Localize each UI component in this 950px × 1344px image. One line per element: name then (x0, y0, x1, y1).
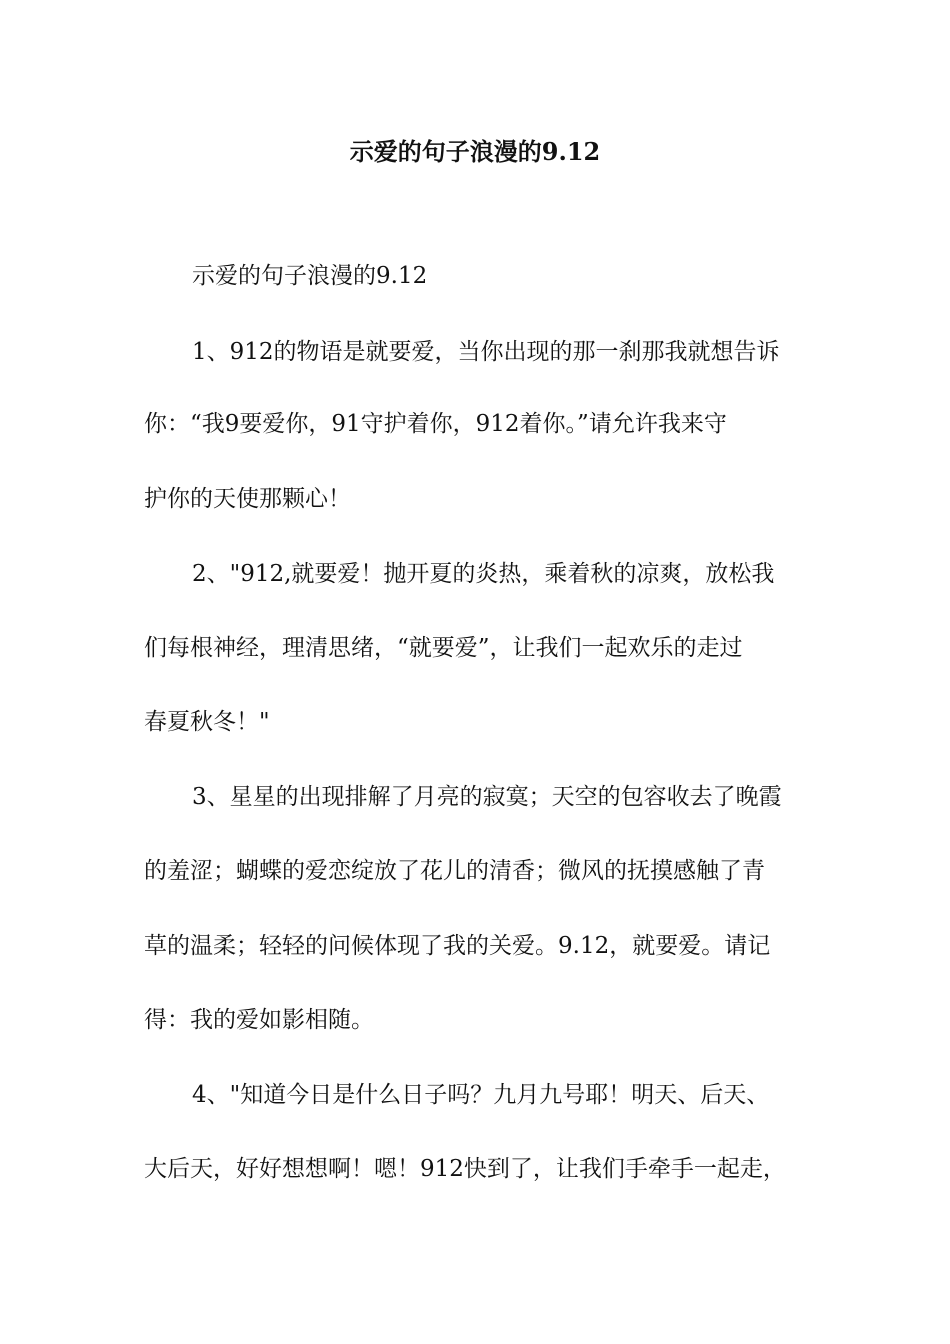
paragraph-3-line-4: 得：我的爱如影相随。 (144, 1007, 374, 1033)
paragraph-1-line-3: 护你的天使那颗心！ (144, 486, 351, 512)
paragraph-3-line-1: 3、星星的出现排解了月亮的寂寞；天空的包容收去了晚霞 (192, 784, 782, 810)
paragraph-1-line-1: 1、912的物语是就要爱，当你出现的那一刹那我就想告诉 (192, 339, 780, 365)
paragraph-2-line-1: 2、"912,就要爱！抛开夏的炎热，乘着秋的凉爽，放松我 (192, 561, 775, 587)
paragraph-2-line-2: 们每根神经，理清思绪，“就要爱”，让我们一起欢乐的走过 (144, 635, 743, 661)
paragraph-4-line-2: 大后天，好好想想啊！嗯！912快到了，让我们手牵手一起走， (144, 1156, 786, 1182)
paragraph-2-line-3: 春夏秋冬！" (144, 709, 270, 735)
document-subtitle: 示爱的句子浪漫的9.12 (192, 263, 428, 289)
paragraph-3-line-2: 的羞涩；蝴蝶的爱恋绽放了花儿的清香；微风的抚摸感触了青 (144, 858, 765, 884)
document-title: 示爱的句子浪漫的9.12 (349, 137, 601, 166)
paragraph-4-line-1: 4、"知道今日是什么日子吗？九月九号耶！明天、后天、 (192, 1082, 770, 1108)
paragraph-1-line-2: 你：“我9要爱你，91守护着你，912着你。”请允许我来守 (144, 411, 727, 437)
paragraph-3-line-3: 草的温柔；轻轻的问候体现了我的关爱。9.12，就要爱。请记 (144, 933, 771, 959)
